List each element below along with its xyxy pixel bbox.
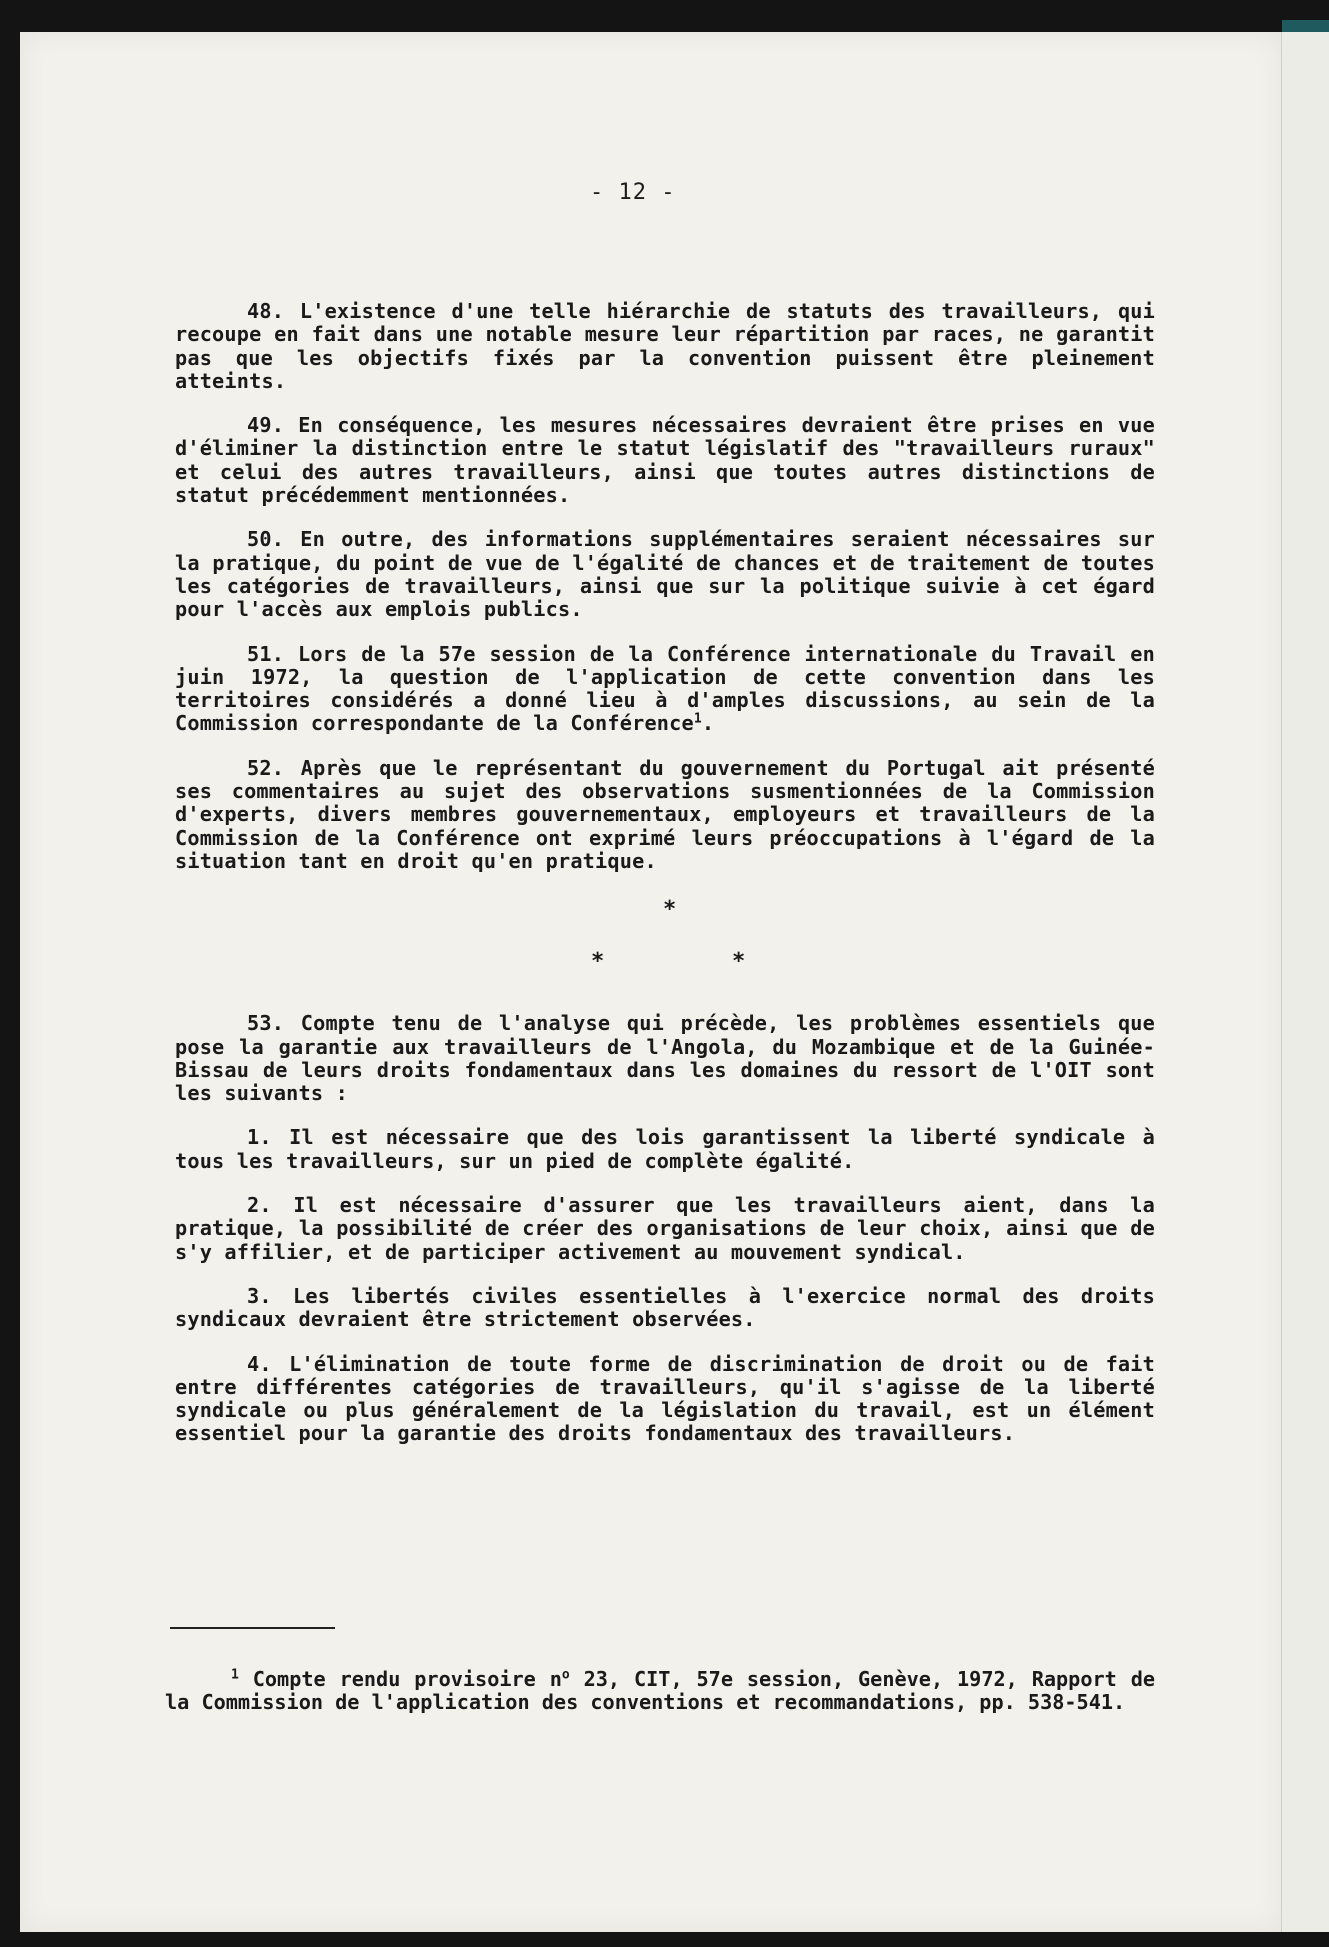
list-item-text: Il est nécessaire que des lois garantissent la liberté syndicale à tous les travailleurs, sur un pied de complète égalité. [175, 1125, 1155, 1173]
footnote-superscript: o [561, 1667, 570, 1683]
paragraph-number: 49. [247, 413, 285, 438]
paragraph-49 [175, 414, 1155, 507]
footnote-divider [170, 1627, 335, 1629]
paragraph-number: 48. [247, 299, 285, 323]
asterisk-mark: * [591, 949, 605, 975]
paragraph-53 [175, 1012, 1155, 1105]
paragraph-number: 53. [247, 1011, 285, 1036]
paragraph-number: 50. [247, 527, 285, 552]
footnote-text-before: Compte rendu provisoire n [252, 1667, 562, 1692]
asterisk-mark: * [663, 897, 677, 923]
paragraph-52 [175, 757, 1155, 873]
footnote-reference: 1 [693, 711, 702, 727]
list-item-number: 4. [247, 1351, 272, 1376]
footnote-text-after: 23, CIT, 57e session, Genève, 1972, Rapport de la Commission de l'application des conventions et recommandations, pp. 538-541. [165, 1667, 1155, 1715]
list-item-text: Les libertés civiles essentielles à l'exercice normal des droits syndicaux devraient être strictement observées. [175, 1283, 1155, 1332]
next-page-edge [1281, 32, 1329, 1932]
paragraph-48 [175, 300, 1155, 393]
list-item [175, 1285, 1155, 1332]
list-item-text: Il est nécessaire d'assurer que les travailleurs aient, dans la pratique, la possibilité de créer des organisations de leur choix, ainsi que de s'y affilier, et de participer activement au mouvement syndical. [175, 1193, 1156, 1264]
paragraph-text: Lors de la 57e session de la Conférence internationale du Travail en juin 1972, la question de l'application de cette convention dans les territoires considérés a donné lieu à d'amples discussions, au sein de la Commission correspondante de la Conférence [175, 641, 1155, 736]
asterisk-mark: * [732, 949, 746, 975]
paragraph-text: En outre, des informations supplémentaires seraient nécessaires sur la pratique, du point de vue de l'égalité de chances et de traitement de toutes les catégories de travailleurs, ainsi que sur la politique suivie à cet égard pour l'accès aux emplois publics. [175, 527, 1155, 622]
paragraph-text: En conséquence, les mesures nécessaires devraient être prises en vue d'éliminer la distinction entre le statut législatif des "travailleurs ruraux" et celui des autres travailleurs, ainsi que toutes autres distinctions de statut précédemment mentionnées. [175, 413, 1155, 508]
list-item [175, 1126, 1155, 1173]
footnote [165, 1668, 1155, 1715]
paragraph-text: L'existence d'une telle hiérarchie de statuts des travailleurs, qui recoupe en fait dans une notable mesure leur répartition par races, ne garantit pas que les objectifs fixés par la convention puissent être pleinement atteints. [175, 299, 1156, 393]
paragraph-50 [175, 528, 1155, 621]
paragraph-51 [175, 643, 1155, 736]
section-separator [175, 894, 1155, 1004]
list-item-number: 3. [247, 1283, 272, 1308]
paragraph-text: Compte tenu de l'analyse qui précède, les problèmes essentiels que pose la garantie aux travailleurs de l'Angola, du Mozambique et de la Guinée-Bissau de leurs droits fondamentaux dans les domaines du ressort de l'OIT sont les suivants : [175, 1011, 1156, 1106]
paragraph-tail: . [701, 711, 715, 736]
list-item-number: 2. [247, 1193, 272, 1218]
page-number: - 12 - [590, 180, 676, 205]
document-body [175, 300, 1155, 1467]
paragraph-number: 52. [247, 755, 285, 780]
footnote-mark: 1 [231, 1667, 239, 1683]
list-item-number: 1. [247, 1125, 272, 1150]
list-item [175, 1353, 1155, 1446]
paragraph-number: 51. [247, 641, 285, 666]
list-item [175, 1194, 1155, 1264]
paragraph-text: Après que le représentant du gouvernement du Portugal ait présenté ses commentaires au sujet des observations susmentionnées de la Commission d'experts, divers membres gouvernementaux, employeurs et travailleurs de la Commission de la Conférence ont exprimé leurs préoccupations à l'égard de la situation tant en droit qu'en pratique. [175, 755, 1156, 873]
list-item-text: L'élimination de toute forme de discrimination de droit ou de fait entre différentes catégories de travailleurs, qu'il s'agisse de la liberté syndicale ou plus généralement de la législation du travail, est un élément essentiel pour la garantie des droits fondamentaux des travailleurs. [175, 1351, 1155, 1446]
